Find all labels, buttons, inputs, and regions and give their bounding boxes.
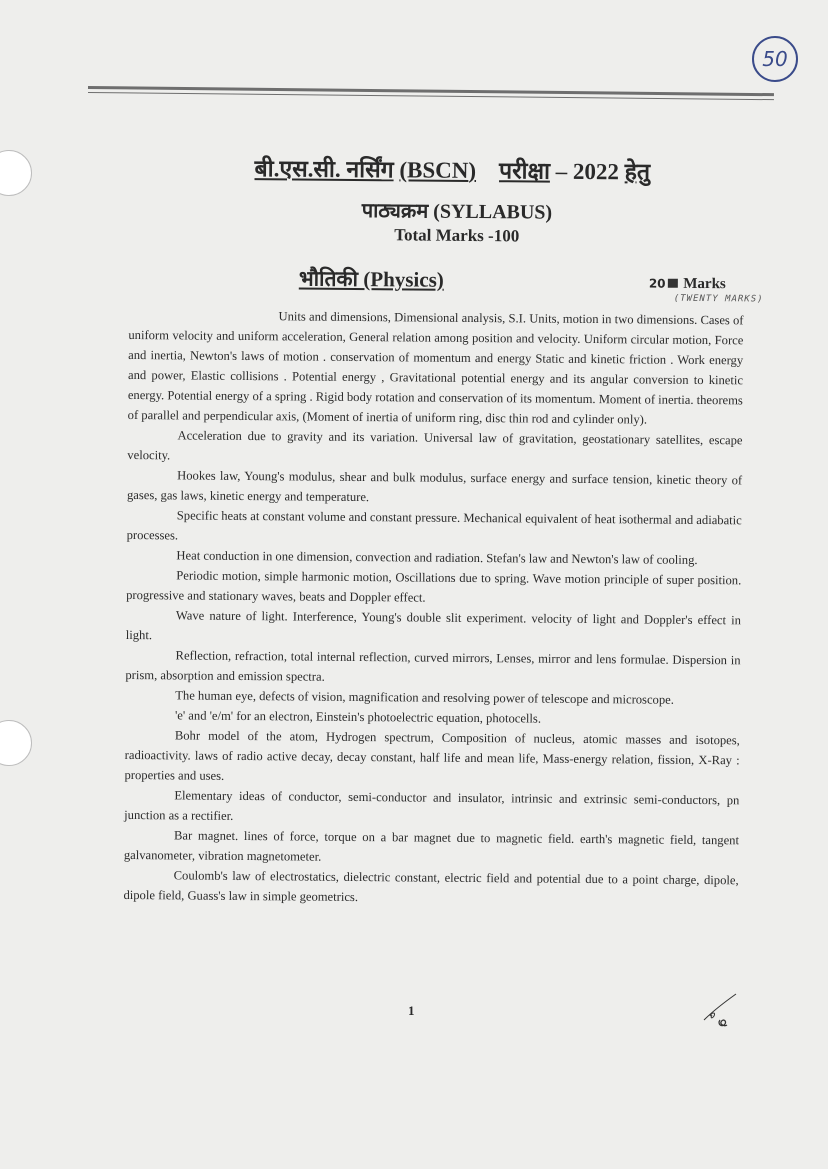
syllabus-content <box>123 150 764 910</box>
syllabus-paragraph: Hookes law, Young's modulus, shear and bulk modulus, surface energy and surface tension, kinetic theory of gases, gas laws, kinetic energy and temperature. <box>126 468 743 505</box>
syllabus-paragraph: Specific heats at constant volume and constant pressure. Mechanical equivalent of heat isothermal and adiabatic processes. <box>126 508 742 543</box>
syllabus-paragraph: Acceleration due to gravity and its variation. Universal law of gravitation, geostationary satellites, escape velocity. <box>127 428 743 463</box>
syllabus-paragraph: Heat conduction in one dimension, convection and radiation. Stefan's law and Newton's law of cooling. <box>176 548 698 567</box>
title-for: हेतु <box>624 159 651 185</box>
title-year: – 2022 <box>555 158 620 185</box>
section-marks-number: 20 <box>648 276 666 291</box>
syllabus-paragraph: Wave nature of light. Interference, Young's double slit experiment. velocity of light and Doppler's effect in light. <box>125 608 741 643</box>
title-code: (BSCN <box>399 157 469 183</box>
syllabus-subtitle: पाठ्यक्रम (SYLLABUS) <box>361 200 553 224</box>
marks-handwritten-note: (TWENTY MARKS) <box>673 293 764 305</box>
page-number: 1 <box>408 1003 415 1018</box>
syllabus-paragraphs <box>123 305 743 910</box>
syllabus-paragraph: Bohr model of the atom, Hydrogen spectrum, Composition of nucleus, atomic masses and isotopes, radioactivity. laws of radio active decay, decay constant, half life and mean life, Mass-energy relation, fission, X-Ray : properties and uses. <box>124 728 740 783</box>
syllabus-paragraph: Periodic motion, simple harmonic motion, Oscillations due to spring. Wave motion principle of super position. progressive and stationary waves, beats and Doppler effect. <box>126 568 742 605</box>
syllabus-paragraph: Elementary ideas of conductor, semi-conductor and insulator, intrinsic and extrinsic semi-conductors, pn junction as a rectifier. <box>124 788 740 823</box>
syllabus-paragraph: The human eye, defects of vision, magnification and resolving power of telescope and microscope. <box>175 688 674 707</box>
punch-hole <box>0 150 32 196</box>
syllabus-paragraph: Bar magnet. lines of force, torque on a bar magnet due to magnetic field. earth's magnetic field, tangent galvanometer, vibration magnetometer. <box>123 828 740 864</box>
title-hindi: बी.एस.सी. नर्सिंग <box>254 156 394 183</box>
total-marks: Total Marks -100 <box>394 225 520 246</box>
physics-section-header <box>129 257 764 305</box>
section-marks-label: Marks <box>683 275 726 293</box>
handwritten-page-mark: 50 <box>752 36 798 82</box>
exam-title: बी.एस.सी. नर्सिंग (BSCN) परीक्षा – 2022 हेतु <box>254 156 651 185</box>
section-title: भौतिकी (Physics) <box>298 266 444 292</box>
syllabus-paragraph: Coulomb's law of electrostatics, dielectric constant, electric field and potential due to a point charge, dipole, dipole field, Guass's law in simple geometrics. <box>123 868 739 905</box>
syllabus-paragraph: Units and dimensions, Dimensional analysis, S.I. Units, motion in two dimensions. Cases of uniform velocity and uniform acceleration, General relation among position and velocity. Uniform circular motion, Force and inertia, Newton's laws of motion . conservation of momentum and energy Static and kinetic friction . Work energy and power, Elastic collisions . Potential energy , Gravitational potential energy and its angular conversion to kinetic energy. Potential energy of a spring . Rigid body rotation and conservation of its momentum. Moment of inertia. theorems of parallel and perpendicular axis, (Moment of inertia of uniform ring, disc thin rod and cylinder only). <box>127 309 744 427</box>
title-exam: परीक्षा <box>499 158 551 184</box>
punch-hole <box>0 720 32 766</box>
syllabus-paragraph: 'e' and 'e/m' for an electron, Einstein's photoelectric equation, photocells. <box>175 708 542 726</box>
signature-icon <box>700 990 740 1030</box>
syllabus-paragraph: Reflection, refraction, total internal reflection, curved mirrors, Lenses, mirror and lens formulae. Dispersion in prism, absorption and emission spectra. <box>125 648 741 684</box>
section-marks <box>649 276 726 294</box>
